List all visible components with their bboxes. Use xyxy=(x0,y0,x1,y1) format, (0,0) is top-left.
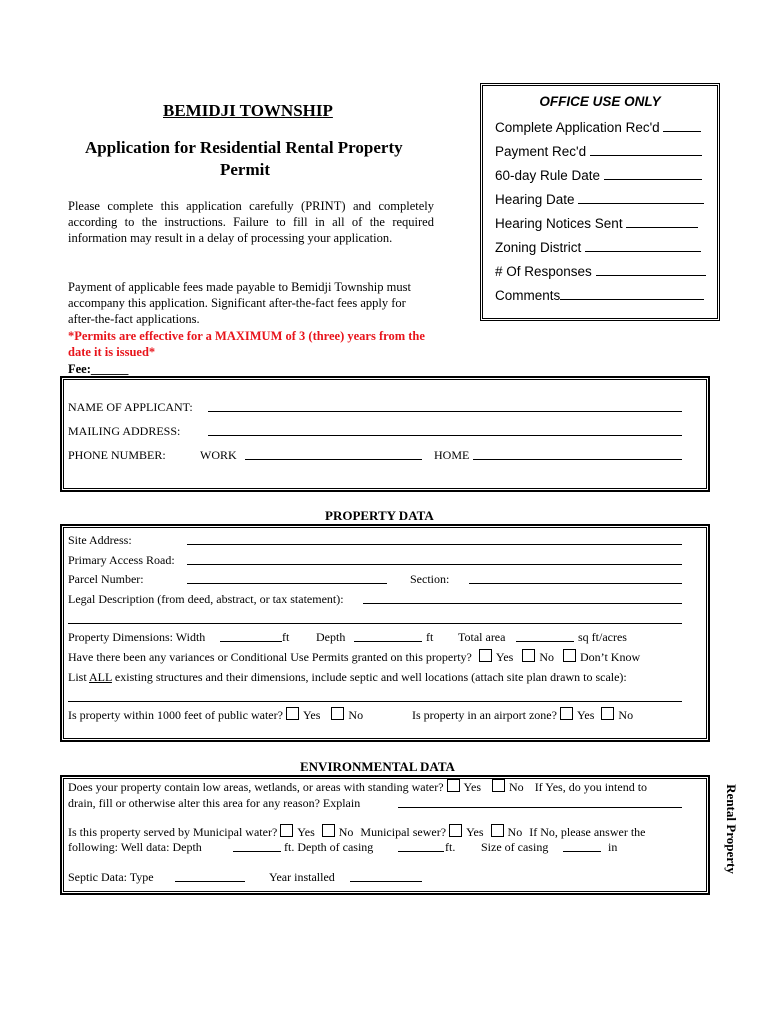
fee-blank[interactable]: ______ xyxy=(90,362,129,376)
municipal-sewer-no-label: No xyxy=(507,825,523,839)
if-no-label: If No, please answer the xyxy=(529,825,646,839)
municipal-sewer-yes-label: Yes xyxy=(466,825,484,839)
low-areas-yes-label: Yes xyxy=(463,780,482,794)
year-installed-line[interactable] xyxy=(350,870,422,882)
parcel-line[interactable] xyxy=(187,572,387,584)
septic-type-line[interactable] xyxy=(175,870,245,882)
variances-no-checkbox[interactable] xyxy=(522,649,535,662)
public-water-yes-label: Yes xyxy=(302,708,321,722)
variances-dont-know-checkbox[interactable] xyxy=(563,649,576,662)
low-areas-yes-checkbox[interactable] xyxy=(447,779,460,792)
low-areas-explain-line[interactable] xyxy=(398,796,682,808)
municipal-row xyxy=(68,824,646,840)
septic-type-label: Septic Data: Type xyxy=(68,870,154,884)
depth-line[interactable] xyxy=(354,630,422,642)
site-address-line[interactable] xyxy=(187,533,682,545)
mailing-address-line[interactable] xyxy=(208,424,682,436)
variances-question: Have there been any variances or Conditional Use Permits granted on this property? xyxy=(68,650,472,664)
form-title-line1: Application for Residential Rental Property xyxy=(85,138,403,157)
office-row-payment[interactable]: Payment Rec'd xyxy=(495,144,702,159)
width-ft-label: ft xyxy=(282,630,290,644)
variances-yes-checkbox[interactable] xyxy=(479,649,492,662)
variances-dont-know-label: Don’t Know xyxy=(580,650,641,664)
municipal-water-no-checkbox[interactable] xyxy=(322,824,335,837)
section-label: Section: xyxy=(410,572,450,586)
variances-yes-label: Yes xyxy=(495,650,514,664)
mailing-address-label: MAILING ADDRESS: xyxy=(68,424,181,438)
low-areas-no-label: No xyxy=(509,780,524,794)
size-casing-label: Size of casing xyxy=(481,840,549,854)
municipal-sewer-yes-checkbox[interactable] xyxy=(449,824,462,837)
office-row-comments[interactable]: Comments xyxy=(495,288,704,303)
depth-casing-line[interactable] xyxy=(398,840,444,852)
dimensions-row xyxy=(68,629,688,645)
applicant-name-row[interactable] xyxy=(68,399,193,415)
legal-description-label: Legal Description (from deed, abstract, or tax statement): xyxy=(68,592,344,606)
township-name: BEMIDJI TOWNSHIP xyxy=(163,101,333,120)
home-label: HOME xyxy=(434,448,470,462)
width-line[interactable] xyxy=(220,630,282,642)
applicant-name-label: NAME OF APPLICANT: xyxy=(68,400,193,414)
payment-note: Payment of applicable fees made payable to Bemidji Township must accompany this application. Significant after-the-fact fees apply for after-the-fact applications. xyxy=(68,280,411,326)
well-depth-label: following: Well data: Depth xyxy=(68,840,202,854)
fee-row xyxy=(68,361,128,377)
parcel-label: Parcel Number: xyxy=(68,572,144,586)
office-row-hearing-notices[interactable]: Hearing Notices Sent xyxy=(495,216,698,231)
municipal-water-no-label: No xyxy=(338,825,354,839)
airport-yes-label: Yes xyxy=(576,708,595,722)
public-water-row xyxy=(68,707,363,723)
well-depth-line[interactable] xyxy=(233,840,281,852)
size-casing-in: in xyxy=(608,840,618,854)
environmental-data-heading: ENVIRONMENTAL DATA xyxy=(300,759,455,774)
section-line[interactable] xyxy=(469,572,682,584)
office-row-complete-app[interactable]: Complete Application Rec'd xyxy=(495,120,701,135)
public-water-yes-checkbox[interactable] xyxy=(286,707,299,720)
office-row-60-day[interactable]: 60-day Rule Date xyxy=(495,168,702,183)
variances-row xyxy=(68,649,640,665)
width-label: Property Dimensions: Width xyxy=(68,630,206,644)
primary-access-label: Primary Access Road: xyxy=(68,553,175,567)
office-row-zoning[interactable]: Zoning District xyxy=(495,240,701,255)
office-row-hearing-date[interactable]: Hearing Date xyxy=(495,192,704,207)
municipal-sewer-no-checkbox[interactable] xyxy=(491,824,504,837)
public-water-no-label: No xyxy=(348,708,364,722)
office-use-title: OFFICE USE ONLY xyxy=(539,94,661,109)
total-area-label: Total area xyxy=(458,630,506,644)
site-address-label: Site Address: xyxy=(68,533,132,547)
depth-casing-ft: ft. xyxy=(445,840,456,854)
depth-ft-label: ft xyxy=(426,630,434,644)
depth-label: Depth xyxy=(316,630,346,644)
property-data-heading: PROPERTY DATA xyxy=(325,508,434,523)
low-areas-explain-label: drain, fill or otherwise alter this area for any reason? Explain xyxy=(68,796,361,810)
fee-label: Fee: xyxy=(68,362,91,376)
airport-no-checkbox[interactable] xyxy=(601,707,614,720)
work-phone-line[interactable] xyxy=(245,448,422,460)
well-data-row xyxy=(68,839,688,855)
public-water-no-checkbox[interactable] xyxy=(331,707,344,720)
municipal-water-yes-checkbox[interactable] xyxy=(280,824,293,837)
form-title-line2: Permit xyxy=(220,160,271,179)
legal-description-line-2[interactable] xyxy=(68,612,682,624)
depth-casing-label: ft. Depth of casing xyxy=(284,840,374,854)
instructions: Please complete this application carefully (PRINT) and completely according to the instructions. Failure to fill in all of the required information may result in a delay of processing your application. xyxy=(68,199,434,245)
airport-no-label: No xyxy=(618,708,634,722)
low-areas-question: Does your property contain low areas, wetlands, or areas with standing water? xyxy=(68,780,444,794)
office-row-responses[interactable]: # Of Responses xyxy=(495,264,706,279)
public-water-question: Is property within 1000 feet of public water? xyxy=(68,708,283,722)
phone-label: PHONE NUMBER: xyxy=(68,448,166,462)
if-yes-label: If Yes, do you intend to xyxy=(534,780,648,794)
low-areas-no-checkbox[interactable] xyxy=(492,779,505,792)
low-areas-row xyxy=(68,779,647,795)
office-use-box xyxy=(480,83,720,321)
home-phone-line[interactable] xyxy=(473,448,682,460)
legal-description-line[interactable] xyxy=(363,592,682,604)
size-casing-line[interactable] xyxy=(563,840,601,852)
municipal-sewer-question: Municipal sewer? xyxy=(360,825,447,839)
airport-yes-checkbox[interactable] xyxy=(560,707,573,720)
list-structures-line[interactable] xyxy=(68,690,682,702)
airport-question: Is property in an airport zone? xyxy=(412,708,557,722)
year-installed-label: Year installed xyxy=(269,870,335,884)
airport-row xyxy=(412,707,633,723)
sqft-label: sq ft/acres xyxy=(578,630,627,644)
septic-row xyxy=(68,869,688,885)
applicant-name-line[interactable] xyxy=(208,400,682,412)
municipal-water-question: Is this property served by Municipal water? xyxy=(68,825,278,839)
variances-no-label: No xyxy=(539,650,555,664)
permit-warning: *Permits are effective for a MAXIMUM of 3 (three) years from the date it is issued* xyxy=(68,329,425,359)
list-structures-label: List ALL existing structures and their dimensions, include septic and well locations (attach site plan drawn to scale): xyxy=(68,670,627,684)
municipal-water-yes-label: Yes xyxy=(297,825,315,839)
side-label: Rental Property xyxy=(724,784,739,874)
work-label: WORK xyxy=(200,448,237,462)
total-area-line[interactable] xyxy=(516,630,574,642)
primary-access-line[interactable] xyxy=(187,553,682,565)
